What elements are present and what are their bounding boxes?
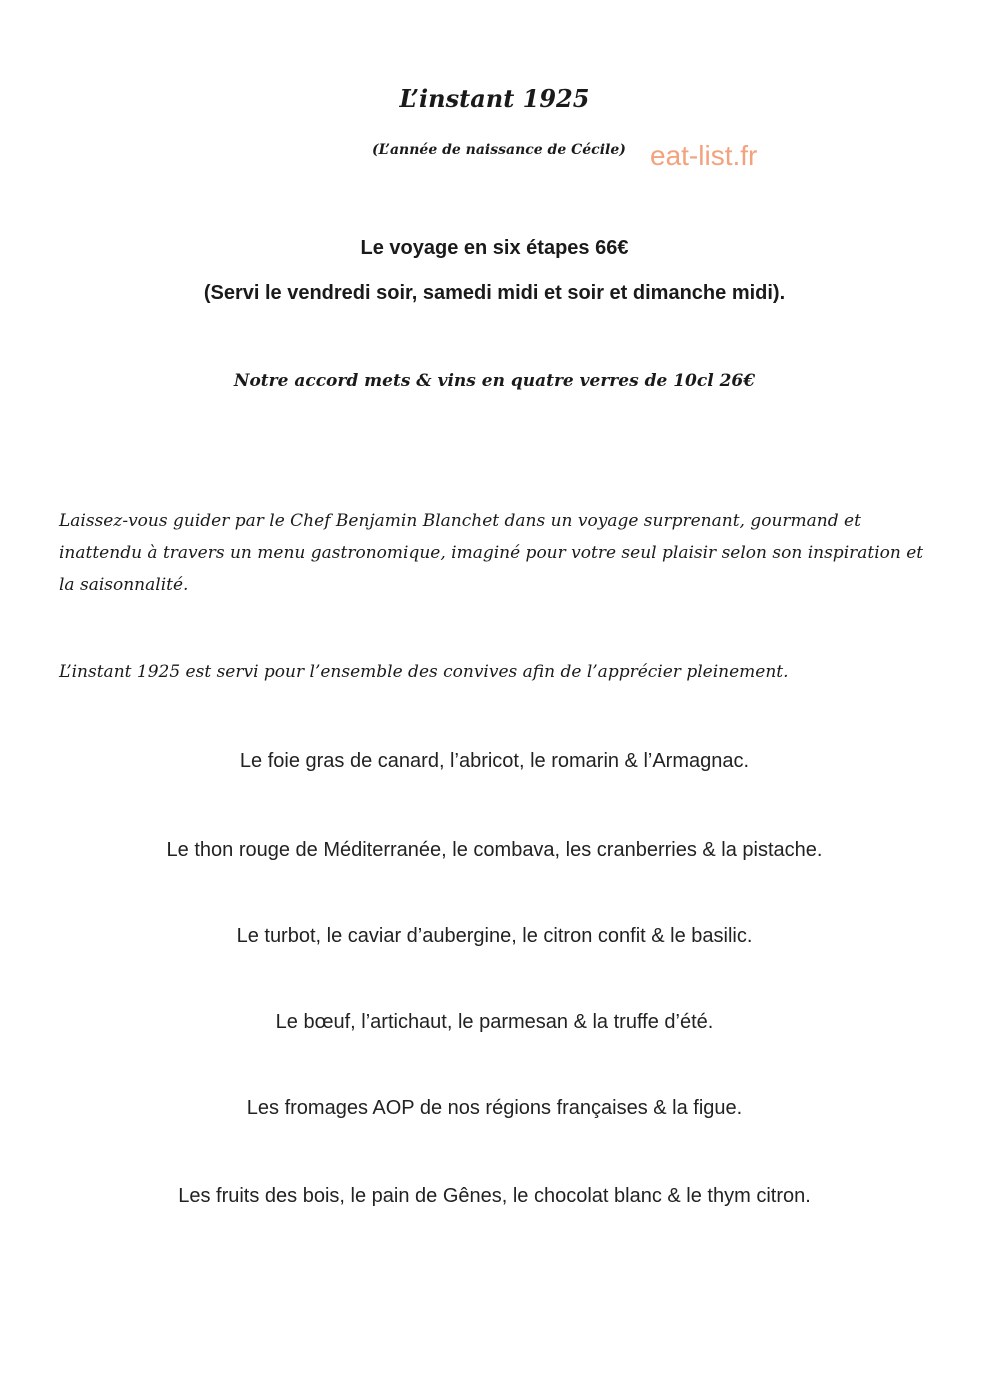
service-note: L’instant 1925 est servi pour l’ensemble des convives afin de l’apprécier pleinement. <box>59 662 789 682</box>
course-item: Le bœuf, l’artichaut, le parmesan & la truffe d’été. <box>275 1011 714 1033</box>
course-item: Les fruits des bois, le pain de Gênes, le chocolat blanc & le thym citron. <box>178 1185 811 1207</box>
course-item: Le foie gras de canard, l’abricot, le romarin & l’Armagnac. <box>239 750 750 772</box>
wine-pairing-offer: Notre accord mets & vins en quatre verres de 10cl 26€ <box>233 371 756 391</box>
menu-title: L’instant 1925 <box>399 84 590 113</box>
menu-subtitle: (L’année de naissance de Cécile) <box>372 142 626 158</box>
menu-service-times: (Servi le vendredi soir, samedi midi et soir et dimanche midi). <box>203 282 786 304</box>
menu-name-price: Le voyage en six étapes 66€ <box>360 237 629 259</box>
course-item: Les fromages AOP de nos régions françaises & la figue. <box>246 1097 743 1119</box>
course-item: Le turbot, le caviar d’aubergine, le citron confit & le basilic. <box>236 925 753 947</box>
intro-paragraph: Laissez-vous guider par le Chef Benjamin Blanchet dans un voyage surprenant, gourmand et inattendu à travers un menu gastronomique, imaginé pour votre seul plaisir selon son inspiration et la saisonnalité. <box>59 511 924 595</box>
watermark-text: eat-list.fr <box>650 140 758 171</box>
course-item: Le thon rouge de Méditerranée, le combava, les cranberries & la pistache. <box>166 839 823 861</box>
